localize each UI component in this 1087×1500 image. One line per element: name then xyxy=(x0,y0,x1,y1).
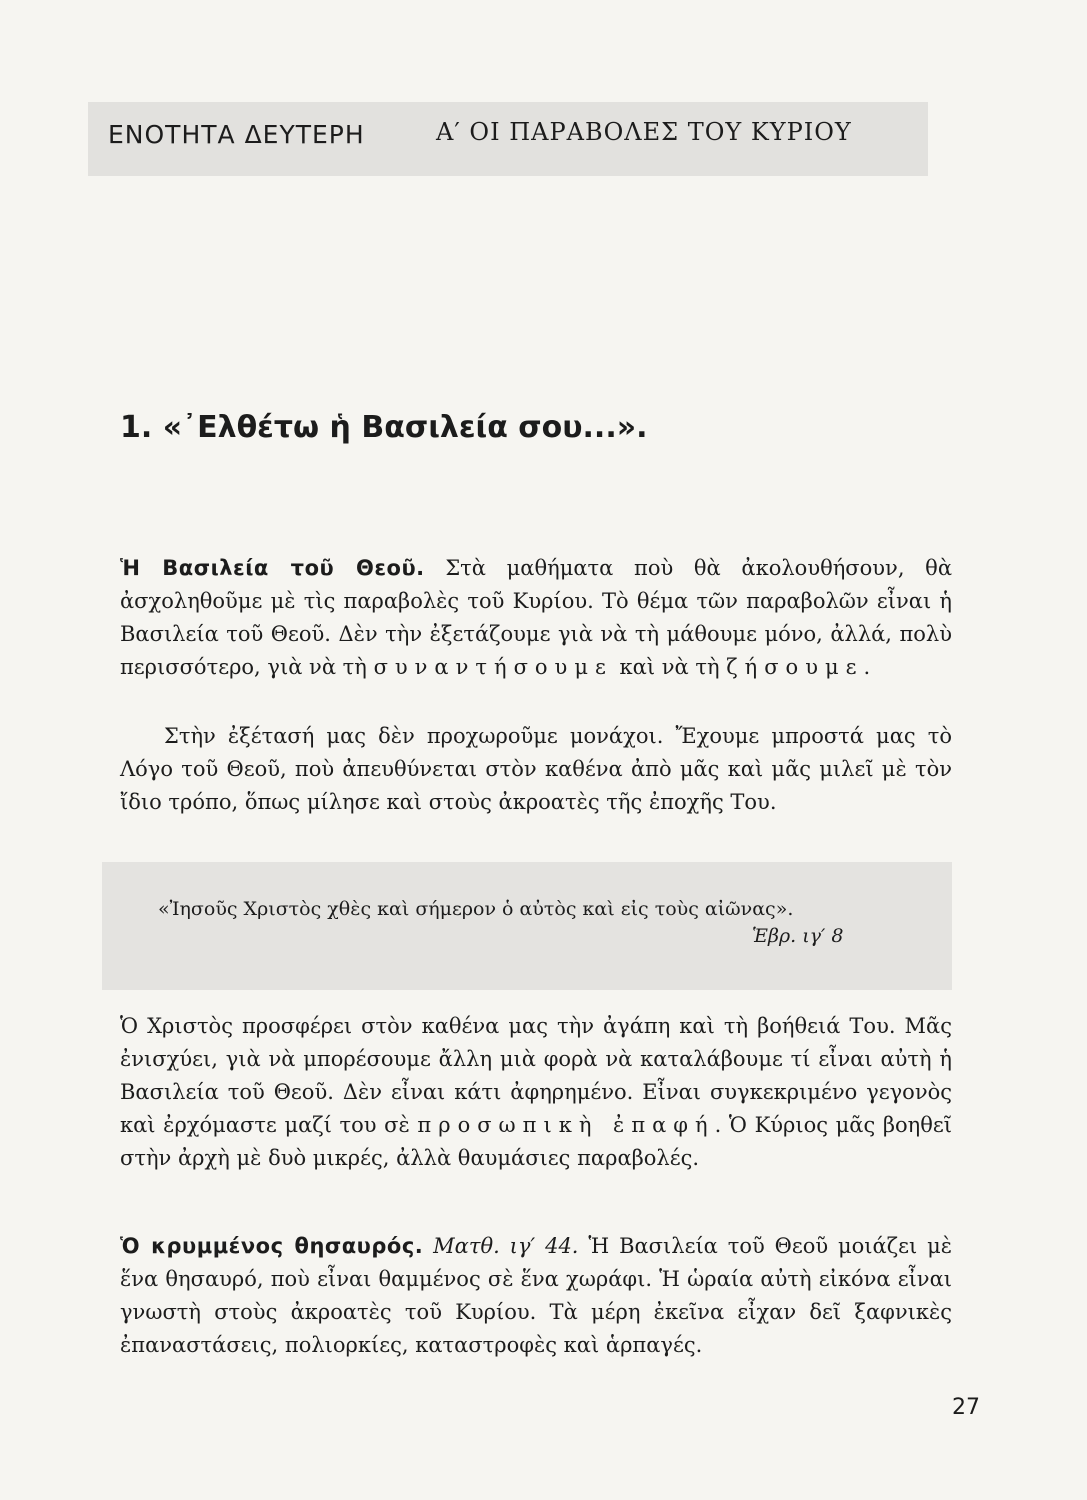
paragraph-text: . Ὁ Κύριος μᾶς βοηθεῖ στὴν ἀρχὴ μὲ δυὸ μικρές, ἀλλὰ θαυμάσιες παραβολές. xyxy=(120,1113,952,1170)
spaced-emphasis: συναντήσουμε xyxy=(373,655,613,679)
paragraph-text: Ἡ Βασιλεία τοῦ Θεοῦ μοιάζει μὲ ἕνα θησαυρό, ποὺ εἶναι θαμμένος σὲ ἕνα χωράφι. Ἡ ὡραία αὐτὴ εἰκόνα εἶναι γνωστὴ στοὺς ἀκροατὲς τοῦ Κυρίου. Τὰ μέρη ἐκεῖνα εἶχαν δεῖ ξαφνικὲς ἐπαναστάσεις, πολιορκίες, καταστροφὲς καὶ ἁρπαγές. xyxy=(120,1234,953,1357)
spaced-emphasis: προσωπικὴ ἐπαφή xyxy=(417,1113,715,1137)
paragraph-kingdom-of-god xyxy=(120,552,952,684)
scripture-quote: «Ἰησοῦς Χριστὸς χθὲς καὶ σήμερον ὁ αὐτὸς καὶ εἰς τοὺς αἰῶνας». xyxy=(158,898,794,920)
paragraph-hidden-treasure xyxy=(120,1230,952,1362)
paragraph-text: . xyxy=(863,655,871,679)
spaced-emphasis: ζήσουμε xyxy=(726,655,864,679)
paragraph-text: Στὰ μαθήματα ποὺ θὰ ἀκολουθήσουν, θὰ ἀσχοληθοῦμε μὲ τὶς παραβολὲς τοῦ Κυρίου. Τὸ θέμα τῶν παραβολῶν εἶναι ἡ Βασιλεία τοῦ Θεοῦ. Δὲν τὴν ἐξετάζουμε γιὰ νὰ τὴ μάθουμε μόνο, ἀλλά, πολὺ περισσότερο, γιὰ νὰ τὴ xyxy=(120,556,952,679)
paragraph-word-of-god: Στὴν ἐξέτασή μας δὲν προχωροῦμε μονάχοι. Ἔχουμε μπροστά μας τὸ Λόγο τοῦ Θεοῦ, ποὺ ἀπευθύνεται στὸν καθένα ἀπὸ μᾶς καὶ μᾶς μιλεῖ μὲ τὸν ἴδιο τρόπο, ὅπως μίλησε καὶ στοὺς ἀκροατὲς τῆς ἐποχῆς Του. xyxy=(120,724,952,814)
paragraph-text: Ὁ Χριστὸς προσφέρει στὸν καθένα μας τὴν ἀγάπη καὶ τὴ βοήθειά Του. Μᾶς ἐνισχύει, γιὰ νὰ μπορέσουμε ἄλλη μιὰ φορὰ νὰ καταλάβουμε τί εἶναι αὐτὴ ἡ Βασιλεία τοῦ Θεοῦ. Δὲν εἶναι κάτι ἀφηρημένο. Εἶναι συγκεκριμένο γεγονὸς καὶ ἐρχόμαστε μαζί του σὲ xyxy=(120,1014,952,1137)
unit-label: ΕΝΟΤΗΤΑ ΔΕΥΤΕΡΗ xyxy=(108,120,365,149)
scripture-reference: Ἑβρ. ιγ′ 8 xyxy=(752,925,844,947)
paragraph-text: καὶ νὰ τὴ xyxy=(612,655,727,679)
chapter-title: Α′ ΟΙ ΠΑΡΑΒΟΛΕΣ ΤΟΥ ΚΥΡΙΟΥ xyxy=(436,118,852,146)
paragraph-lead: Ὁ κρυμμένος θησαυρός. xyxy=(120,1234,424,1258)
paragraph-lead: Ἡ Βασιλεία τοῦ Θεοῦ. xyxy=(120,556,425,580)
bible-reference: Ματθ. ιγ′ 44. xyxy=(433,1234,579,1258)
paragraph-christ-offers xyxy=(120,1010,952,1175)
section-title: 1. «᾽Ελθέτω ἡ Βασιλεία σου...». xyxy=(120,410,648,445)
page-number: 27 xyxy=(952,1395,980,1420)
